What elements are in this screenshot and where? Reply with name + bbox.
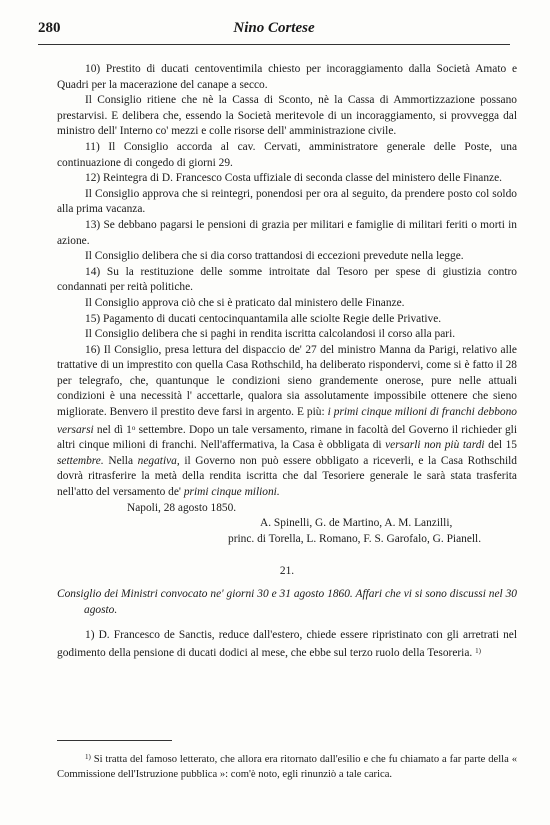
paragraph: Il Consiglio approva che si reintegri, ponendosi per ora al seguito, da prendere posto col soldo alla prima vacanza. (57, 187, 517, 216)
ordinal-superscript: o (131, 423, 136, 432)
paragraph: Il Consiglio ritiene che nè la Cassa di Sconto, nè la Cassa di Ammortizzazione possano prestarvisi. E delibera che, essendo la Società meritevole di un incoraggiamento, si provvegga dal ministro dell' Interno co' mezzi e colle risorse dell' amministrazione civile. (57, 94, 517, 138)
text-run: settembre. Dopo un tale versamento, rimane in facoltà del Governo il richieder gli altri cinque milioni di franchi. Nell'affermativa, la Casa è obbligata di (57, 423, 517, 452)
text-run: del 15 (484, 439, 517, 452)
text-run: 16) Il Consiglio, presa lettura del dispaccio de' 27 del ministro Manna da Parigi, relativo alle trattative di un imprestito con quella Casa Rothschild, ha deliberato rispondervi, come si è fatto il 28 per telegrafo, che, quantunque le condizioni sieno grandemente onerose, pure nelle attuali condizioni è una necessità l' accettarle, qualora sia assolutamente impossibile ottenere che sieno migliorate. Benvero il prestito deve farsi in argento. E più: (57, 343, 517, 419)
italic-run: negativa, (137, 454, 180, 467)
footnote-marker: 1) (85, 753, 91, 761)
paragraph: Il Consiglio delibera che si dia corso trattandosi di eccezioni prevedute nella legge. (85, 250, 464, 263)
footnote (57, 750, 517, 782)
document-number: 21. (279, 565, 295, 578)
text-run: 1) D. Francesco de Sanctis, reduce dall'estero, chiede essere ripristinato con gli arretrati nel godimento della pensione di ducati dodici al mese, che ebbe sul terzo ruolo della Tesoreria. (57, 629, 517, 659)
italic-run: primi cinque milioni. (183, 486, 280, 499)
footnote-text: Si tratta del famoso letterato, che allora era ritornato dall'esilio e che fu chiamato a far parte della « Commissione dell'Istruzione pubblica »: com'è noto, egli rinunziò a tale carica. (57, 754, 517, 780)
text-run: il Governo non può essere obbligato a riceverli, e la Casa Rothschild dovrà ritrasferire la metà della rendita iscritta che dal Tesoriere generale le sarà stata trasferita nell'atto del versamento de' (57, 454, 517, 499)
item-paragraph (57, 628, 517, 661)
paragraph: 11) Il Consiglio accorda al cav. Cervati, amministratore generale delle Poste, una continuazione di congedo di giorni 29. (57, 140, 517, 169)
signatories-line-2: princ. di Torella, L. Romano, F. S. Garofalo, G. Pianell. (228, 532, 482, 545)
italic-run: i primi cinque milioni di franchi debbono versarsi (57, 406, 517, 436)
page-header (38, 18, 510, 45)
italic-run: versarli non più tardi (385, 439, 485, 452)
paragraph: 15) Pagamento di ducati centocinquantamila alle sciolte Regie delle Privative. (85, 312, 442, 325)
paragraph-16 (57, 343, 517, 501)
place-date: Napoli, 28 agosto 1850. (127, 501, 237, 514)
paragraph: 12) Reintegra di D. Francesco Costa uffiziale di seconda classe del ministero delle Finanze. (85, 172, 502, 185)
text-run: nel dì 1 (93, 423, 132, 436)
paragraph: Il Consiglio delibera che si paghi in rendita iscritta calcolandosi il corso alla pari. (85, 328, 456, 341)
body-text (57, 62, 517, 661)
signatories-line-1: A. Spinelli, G. de Martino, A. M. Lanzilli, (260, 517, 453, 530)
document-title: Consiglio dei Ministri convocato ne' giorni 30 e 31 agosto 1860. Affari che vi si sono discussi nel 30 agosto. (57, 588, 517, 616)
footnote-reference[interactable]: 1) (475, 646, 481, 655)
running-head: Nino Cortese (233, 20, 315, 36)
paragraph: 13) Se debbano pagarsi le pensioni di grazia per militari e famiglie di militari feriti o morti in azione. (57, 218, 517, 247)
paragraph: 14) Su la restituzione delle somme introitate dal Tesoro per spese di giustizia contro condannati per reità politiche. (57, 265, 517, 294)
text-run: Nella (103, 454, 138, 467)
paragraph: Il Consiglio approva ciò che si è praticato dal ministero delle Finanze. (85, 296, 405, 309)
italic-run: settembre. (57, 454, 104, 467)
footnote-rule (57, 740, 172, 741)
page-number: 280 (38, 20, 61, 36)
paragraph: 10) Prestito di ducati centoventimila chiesto per incoraggiamento dalla Società Amato e Quadri per la macerazione del canape a secco. (57, 63, 517, 91)
